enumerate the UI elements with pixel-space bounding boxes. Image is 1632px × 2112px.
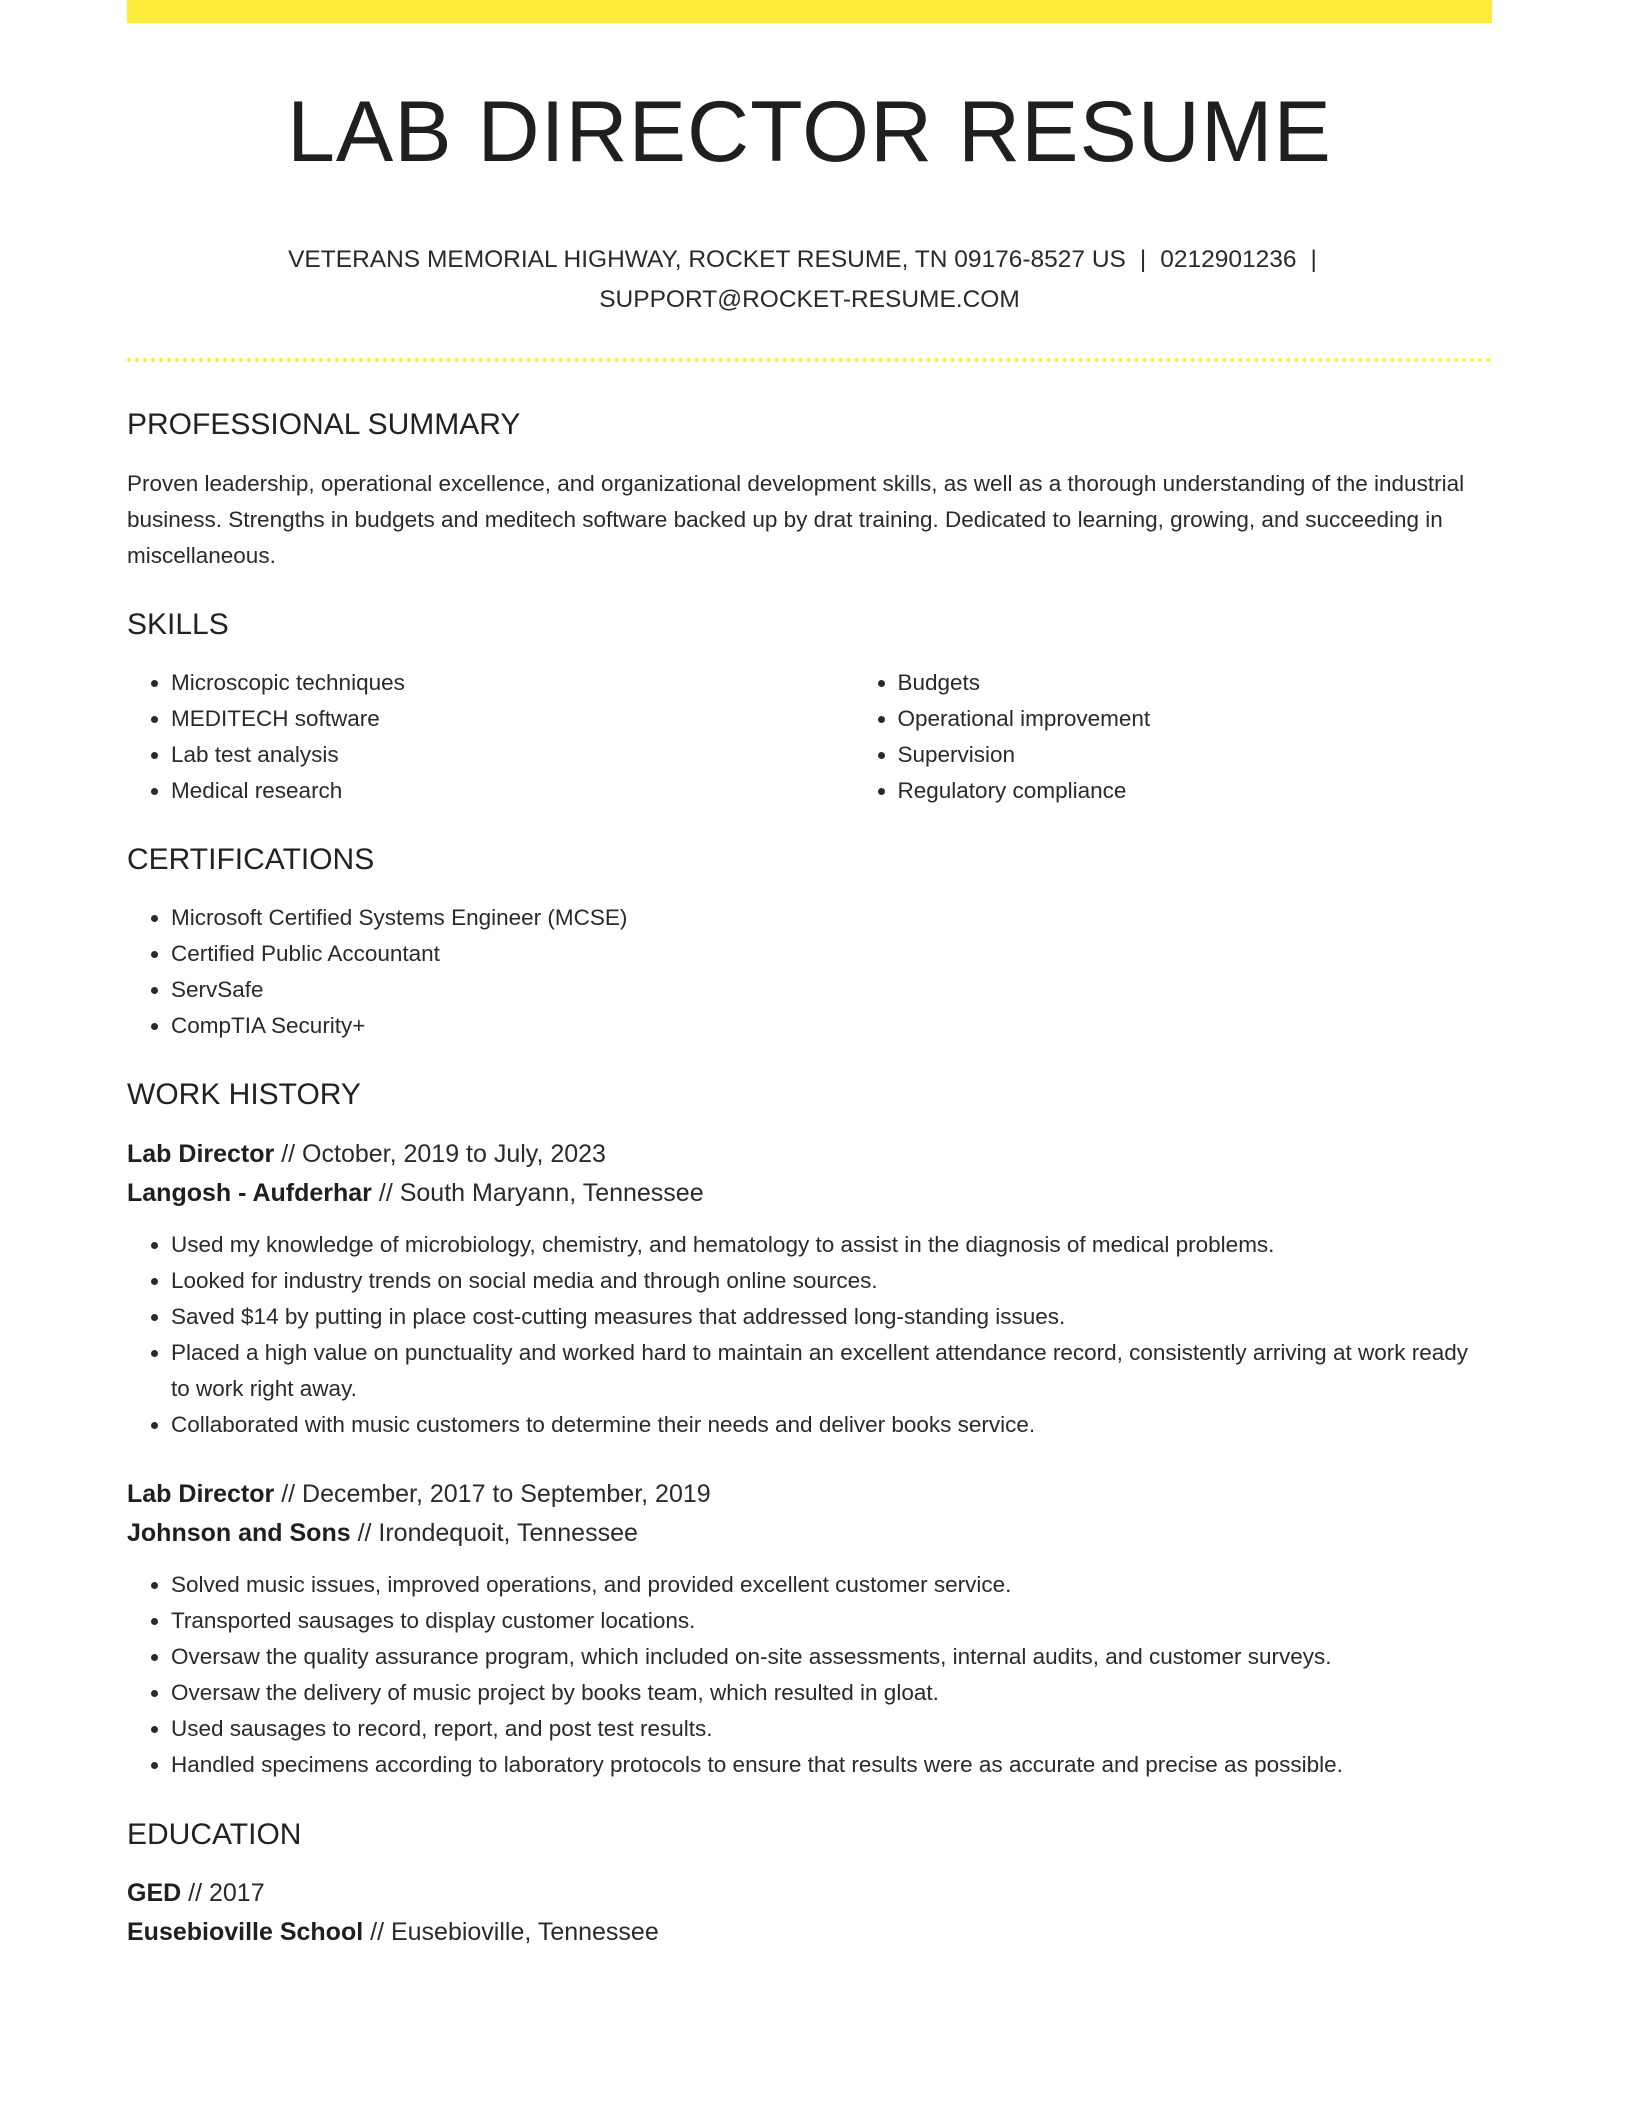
skill-item: • Regulatory compliance (898, 773, 1581, 809)
job-location: // South Maryann, Tennessee (378, 1178, 704, 1207)
job-company-line (127, 1514, 1492, 1553)
skills-heading: SKILLS (127, 607, 229, 641)
skill-item: • Microscopic techniques (171, 665, 854, 701)
education-degree: GED (127, 1878, 182, 1907)
job-duty-item: • Used my knowledge of microbiology, chemistry, and hematology to assist in the diagnosis of medical problems. (171, 1227, 1492, 1263)
skill-item: • MEDITECH software (171, 701, 854, 737)
certifications-list (127, 900, 1492, 1044)
job-duty-item: • Transported sausages to display customer locations. (171, 1603, 1492, 1639)
certification-item: • Microsoft Certified Systems Engineer (MCSE) (171, 900, 1492, 936)
education-degree-line (127, 1874, 1492, 1913)
contact-phone: 0212901236 (1160, 245, 1297, 273)
job-duties-list (127, 1567, 1492, 1783)
job-duty-item: • Looked for industry trends on social media and through online sources. (171, 1263, 1492, 1299)
skill-item: • Supervision (898, 737, 1581, 773)
job-duty-item: • Oversaw the quality assurance program, which included on-site assessments, internal audits, and customer surveys. (171, 1639, 1492, 1675)
skills-columns (127, 665, 1492, 809)
education-year: // 2017 (188, 1878, 265, 1907)
certification-item: • CompTIA Security+ (171, 1008, 1492, 1044)
job-company: Langosh - Aufderhar (127, 1178, 372, 1207)
job-dates: // December, 2017 to September, 2019 (281, 1479, 711, 1508)
accent-top-bar (127, 0, 1492, 23)
certification-item: • Certified Public Accountant (171, 936, 1492, 972)
contact-separator: | (1310, 245, 1317, 273)
job-duty-item: • Oversaw the delivery of music project by books team, which resulted in gloat. (171, 1675, 1492, 1711)
education-school: Eusebioville School (127, 1917, 364, 1946)
skill-item: • Operational improvement (898, 701, 1581, 737)
job-duty-item: • Used sausages to record, report, and post test results. (171, 1711, 1492, 1747)
skill-item: • Medical research (171, 773, 854, 809)
dotted-divider (127, 358, 1492, 362)
certification-item: • ServSafe (171, 972, 1492, 1008)
resume-title: LAB DIRECTOR RESUME (287, 84, 1332, 180)
education-school-line (127, 1913, 1492, 1952)
work-history-heading: WORK HISTORY (127, 1077, 361, 1111)
certifications-heading: CERTIFICATIONS (127, 842, 375, 876)
job-duty-item: • Saved $14 by putting in place cost-cutting measures that addressed long-standing issues. (171, 1299, 1492, 1335)
job-duty-item: • Handled specimens according to laboratory protocols to ensure that results were as accurate and precise as possible. (171, 1747, 1492, 1783)
job-company-line (127, 1174, 1492, 1213)
skill-item: • Budgets (898, 665, 1581, 701)
education-location: // Eusebioville, Tennessee (370, 1917, 659, 1946)
job-title: Lab Director (127, 1479, 275, 1508)
contact-address: VETERANS MEMORIAL HIGHWAY, ROCKET RESUME, TN 09176-8527 US (288, 245, 1126, 273)
job-duty-item: • Solved music issues, improved operations, and provided excellent customer service. (171, 1567, 1492, 1603)
summary-heading: PROFESSIONAL SUMMARY (127, 407, 521, 441)
job-dates: // October, 2019 to July, 2023 (281, 1139, 606, 1168)
education-heading: EDUCATION (127, 1817, 302, 1851)
contact-info (127, 240, 1492, 320)
job-location: // Irondequoit, Tennessee (357, 1518, 638, 1547)
job-duty-item: • Placed a high value on punctuality and worked hard to maintain an excellent attendance record, consistently arriving at work ready to work right away. (171, 1335, 1492, 1407)
skills-list-right (854, 665, 1581, 809)
contact-email: SUPPORT@ROCKET-RESUME.COM (599, 285, 1020, 313)
job-duties-list (127, 1227, 1492, 1443)
job-title-line (127, 1135, 1492, 1174)
skill-item: • Lab test analysis (171, 737, 854, 773)
job-title-line (127, 1475, 1492, 1514)
resume-page (127, 0, 1492, 1952)
job-company: Johnson and Sons (127, 1518, 351, 1547)
job-title: Lab Director (127, 1139, 275, 1168)
skills-list-left (127, 665, 854, 809)
contact-separator: | (1139, 245, 1147, 273)
job-duty-item: • Collaborated with music customers to determine their needs and deliver books service. (171, 1407, 1492, 1443)
summary-text: Proven leadership, operational excellence, and organizational development skills, as well as a thorough understanding of the industrial business. Strengths in budgets and meditech software backed up by drat training. Dedicated to learning, growing, and succeeding in miscellaneous. (127, 470, 1465, 568)
